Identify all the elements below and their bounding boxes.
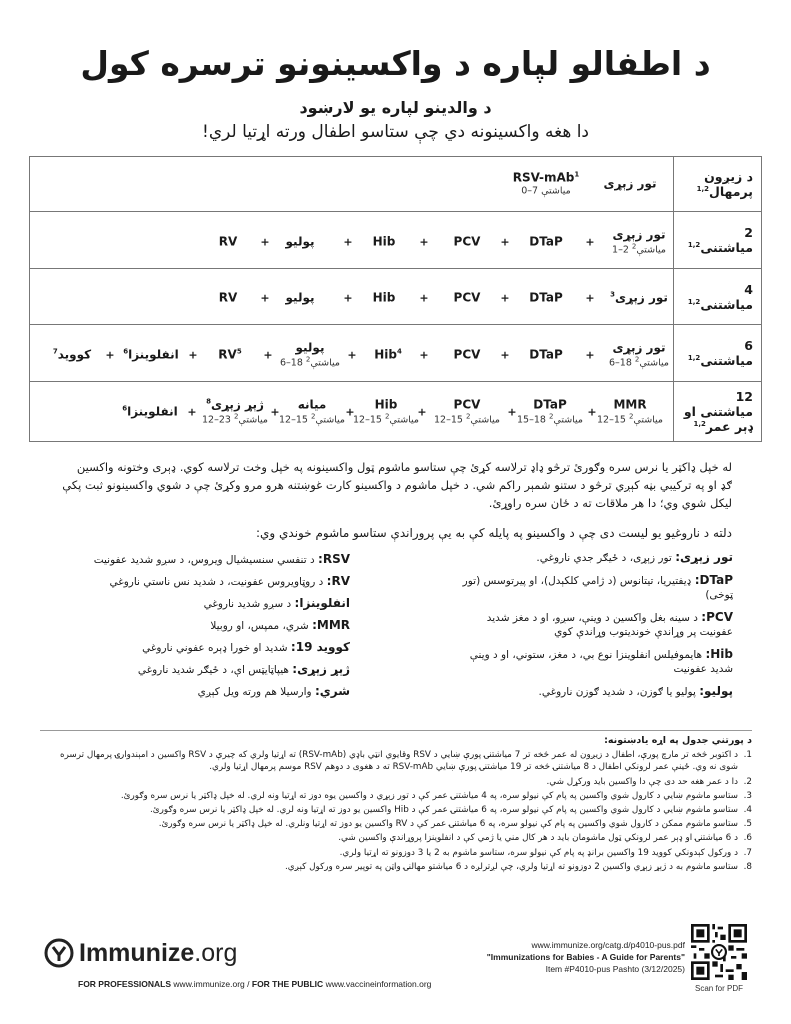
definition-item: تور زېړی: تور زېړی، د ځیګر جدي ناروغي.	[536, 550, 733, 564]
vaccine-polio-4m: پولیو	[285, 290, 315, 305]
plus-sign: +	[500, 291, 510, 305]
plus-sign: +	[419, 235, 429, 249]
plus-sign: +	[343, 291, 353, 305]
vaccine-mmr-12m: MMR 12–15 میاشتې$^2$	[596, 397, 664, 426]
qr-code-icon[interactable]	[691, 924, 747, 980]
plus-sign: +	[419, 348, 429, 362]
definition-item: Hib: هایموفیلس انفلوینزا نوع بي، د مغز، ستوني، او د وینې شدید عفونیت	[469, 647, 733, 675]
plus-sign: +	[585, 291, 595, 305]
vaccine-dtap-4m: DTaP	[529, 290, 563, 305]
vaccine-schedule-table	[29, 156, 762, 442]
vaccine-hepb-6m: تور زېړی 6–18 میاشتې$^2$	[609, 340, 669, 369]
note-item: 1. د اکتوبر څخه تر مارچ پورې، اطفال د زیږون له عمر څخه تر 7 میاشتنۍ پورې ښایي د RSV وقایوي انټي باډي (RSV-mAb) ته اړتیا ولري که چیرې د RSV واکسین د امېندوارۍ پرمهال ترسره شوی نه وي. ځینې عمر لرونکي اطفال د 8 میاشتنۍ څخه تر 19 میاشتنۍ پورې ښایي RSV-mAb ته د هغوی د دوهم RSV موسم پرمهال اړتیا ولري.	[59, 750, 752, 773]
plus-sign: +	[500, 348, 510, 362]
vaccine-hib-6m: Hib$^4$	[374, 347, 402, 362]
plus-sign: +	[507, 405, 517, 419]
footer-separator: /	[247, 979, 250, 989]
immunize-logo	[44, 938, 237, 968]
definition-item: PCV: د سینه بغل واکسین د وینې، سږو، او د مغز شدید عفونیت پر وړاندې خوندیتوب وړاندې کوي	[486, 610, 733, 638]
plus-sign: +	[417, 405, 427, 419]
document-info	[487, 939, 685, 975]
note-item: 3. ستاسو ماشوم ښایي د کارول شوي واکسین په پام کې نیولو سره، په 4 میاشتنۍ عمر کې د تور زېړي د واکسین یوه دوز ته اړتیا ونه لري. له خپل ډاکټر یا نرس سره وګورئ.	[120, 790, 752, 801]
age-cell-4-months: 4 میاشتنی$^{1,2}$	[673, 269, 761, 324]
plus-sign: +	[187, 405, 197, 419]
plus-sign: +	[105, 348, 115, 362]
doc-url[interactable]: www.immunize.org/catg.d/p4010-pus.pdf	[531, 940, 685, 950]
plus-sign: +	[419, 291, 429, 305]
diseases-intro: دلته د ناروغیو یو لیست دی چې د واکسینو په پایله کې به یې پروراندې ستاسو ماشوم خوندي وي:	[255, 526, 732, 540]
plus-sign: +	[260, 235, 270, 249]
definition-item: MMR: شري، ممپس، او روبیلا	[210, 618, 350, 632]
age-cell-birth: د زیږون پرمهال$^{1,2}$	[673, 157, 761, 211]
qr-label: Scan for PDF	[694, 984, 743, 993]
definitions-left	[60, 552, 350, 706]
vaccine-pcv-4m: PCV	[453, 290, 481, 305]
immunize-logo-icon	[44, 938, 74, 968]
plus-sign: +	[188, 348, 198, 362]
definition-item: شري: وارسیلا هم ورته ویل کېږي	[197, 684, 350, 698]
definition-item: DTaP: ډیفتیریا، تیتانوس (د ژامي کلکېدل)، او پیرتوسس (تور ټوخی)	[462, 573, 733, 601]
vaccine-pcv-12m: PCV 12–15 میاشتې$^2$	[433, 397, 501, 426]
plus-sign: +	[585, 348, 595, 362]
vaccine-pcv-2m: PCV	[453, 234, 481, 249]
plus-sign: +	[585, 235, 595, 249]
vaccine-dtap-6m: DTaP	[529, 347, 563, 362]
plus-sign: +	[345, 405, 355, 419]
age-cell-6-months: 6 میاشتنی$^{1,2}$	[673, 325, 761, 381]
plus-sign: +	[260, 291, 270, 305]
plus-sign: +	[347, 348, 357, 362]
vaccine-hib-12m: Hib 12–15 میاشتې$^2$	[352, 397, 420, 426]
note-item: 2. دا د عمر هغه حد دی چې دا واکسین باید ورکړل شي.	[546, 776, 752, 787]
vaccine-rv-4m: RV	[218, 290, 238, 305]
vaccine-hepb-4m: تور زېړی$^3$	[610, 290, 668, 305]
vaccine-polio-6m: پولیو 6–18 میاشتې$^2$	[280, 340, 340, 369]
note-item: 8. ستاسو ماشوم به د ژېړ زېړي واکسین 2 دوزونو ته اړتیا ولري، چې لږترلږه د 6 میاشتو مهالنۍ واټن په توپیر سره ورکول کېږي.	[284, 861, 752, 872]
page-subtitle: د والدینو لپاره یو لارښود	[299, 98, 492, 117]
definition-item: ژېړ زېړی: هیپاټایټس اې، د ځیګر شدید ناروغي	[137, 662, 350, 676]
definition-item: RSV: د تنفسي سنسیشیال ویروس، د سږو شدید عفونیت	[93, 552, 350, 566]
public-label: FOR THE PUBLIC	[251, 979, 324, 989]
pro-label: FOR PROFESSIONALS	[78, 979, 172, 989]
vaccine-dtap-2m: DTaP	[529, 234, 563, 249]
schedule-notes	[40, 730, 752, 875]
schedule-row-6-months	[30, 325, 761, 382]
schedule-row-birth	[30, 157, 761, 212]
vaccine-flu-12m: انفلوینزا$^6$	[122, 404, 178, 419]
definition-item: پولیو: پولیو یا ګوزن، د شدید ګوزن ناروغي.	[538, 684, 733, 698]
notes-heading: د پورتني جدول په اړه یادښتونه:	[604, 735, 752, 746]
plus-sign: +	[343, 235, 353, 249]
intro-paragraph: له خپل ډاکټر یا نرس سره وګورئ ترڅو ډاډ ترلاسه کړئ چې ستاسو ماشوم ټول واکسینونه په خپل وخت ترلاسه کوي. ډېری وختونه واکسین ګډ او په ترکیبي بڼه کېږي ترڅو د ستنو شمېر راکم شي. د خپل ماشوم د واکسینو کارت غوښتنه هرو مرو وکړئ چې د شوي واکسینونو ثبت پکې لیکل شوي وي؛ دا هر ملاقات ته د ځان سره راوړئ.	[62, 460, 732, 510]
pro-link[interactable]: www.immunize.org	[173, 979, 245, 989]
note-item: 4. ستاسو ماشوم ښایي د کارول شوي واکسین په پام کې نیولو سره، په 6 میاشتنۍ عمر کې د Hib واکسین یو دوز ته اړتیا ونه لري. له خپل ډاکټر یا نرس سره وګورئ.	[149, 805, 752, 816]
schedule-row-2-months	[30, 212, 761, 269]
schedule-row-4-months	[30, 269, 761, 325]
doc-item: Item #P4010-pus Pashto (3/12/2025)	[545, 964, 685, 974]
definitions-right	[458, 550, 733, 707]
note-item: 7. د ورکول کېدونکي کووید 19 واکسین برانډ په پام کې نیولو سره، ستاسو ماشوم به 2 یا 3 دوزونو ته اړتیا ولري.	[339, 847, 752, 858]
age-cell-2-months: 2 میاشتنی$^{1,2}$	[673, 212, 761, 268]
vaccine-hib-2m: Hib	[372, 234, 396, 249]
vaccine-dtap-12m: DTaP 15–18 میاشتې$^2$	[516, 397, 584, 426]
public-link[interactable]: www.vaccineinformation.org	[325, 979, 432, 989]
vaccine-flu-6m: انفلوینزا$^6$	[123, 347, 179, 362]
logo-wordmark: Immunize.org	[79, 938, 238, 967]
vaccine-hib-4m: Hib	[372, 290, 396, 305]
definition-item: انفلوینزا: د سږو شدید ناروغي	[203, 596, 350, 610]
page-title: د اطفالو لپاره د واکسینونو ترسره کول	[80, 44, 711, 83]
doc-title: "Immunizations for Babies - A Guide for Parents"	[486, 952, 685, 962]
definition-item: کووید 19: شدید او خورا ډېره عفوني ناروغي	[142, 640, 350, 654]
vaccine-covid-6m: کووید$^7$	[52, 347, 92, 362]
vaccine-hepb-2m: تور زېړی 1–2 میاشتې$^2$	[612, 227, 666, 256]
definition-item: RV: د روټاویروس عفونیت، د شدید نس ناستي ناروغي	[109, 574, 350, 588]
vaccine-rv-2m: RV	[218, 234, 238, 249]
note-item: 6. د 6 میاشتنۍ او ډېر عمر لرونکي ټول ماشومان باید د هر کال مني یا ژمي کې د انفلوینزا پروړاندې واکسین شي.	[338, 833, 752, 844]
note-item: 5. ستاسو ماشوم ممکن د کارول شوي واکسین په پام کې نیولو سره، په 6 میاشتنۍ عمر کې د RV واکسین یو دوز ته اړتیا ونلري. له خپل ډاکټر یا نرس سره وګورئ.	[158, 819, 752, 830]
schedule-row-12-months	[30, 382, 761, 441]
plus-sign: +	[263, 348, 273, 362]
vaccine-rsv-birth: RSV-mAb$^1$ 0–7 میاشتې	[512, 170, 580, 197]
vaccine-pcv-6m: PCV	[453, 347, 481, 362]
vaccine-hepb-birth: تور زېړی	[603, 176, 657, 191]
age-cell-12-months: 12 میاشتنی او ډېر عمر$^{1,2}$	[673, 382, 761, 441]
vaccine-hepa-12m: ژېړ زېړی$^8$ 12–23 میاشتې$^2$	[201, 397, 269, 426]
vaccine-rv-6m: $RV^5$	[218, 347, 242, 362]
page-tagline: دا هغه واکسینونه دي چې ستاسو اطفال ورته اړتیا لري!	[202, 122, 589, 142]
plus-sign: +	[587, 405, 597, 419]
plus-sign: +	[270, 405, 280, 419]
vaccine-varicella-12m: میانه 12–15 میاشتې$^2$	[278, 397, 346, 426]
vaccine-polio-2m: پولیو	[285, 234, 315, 249]
plus-sign: +	[500, 235, 510, 249]
footer-links	[78, 979, 431, 989]
